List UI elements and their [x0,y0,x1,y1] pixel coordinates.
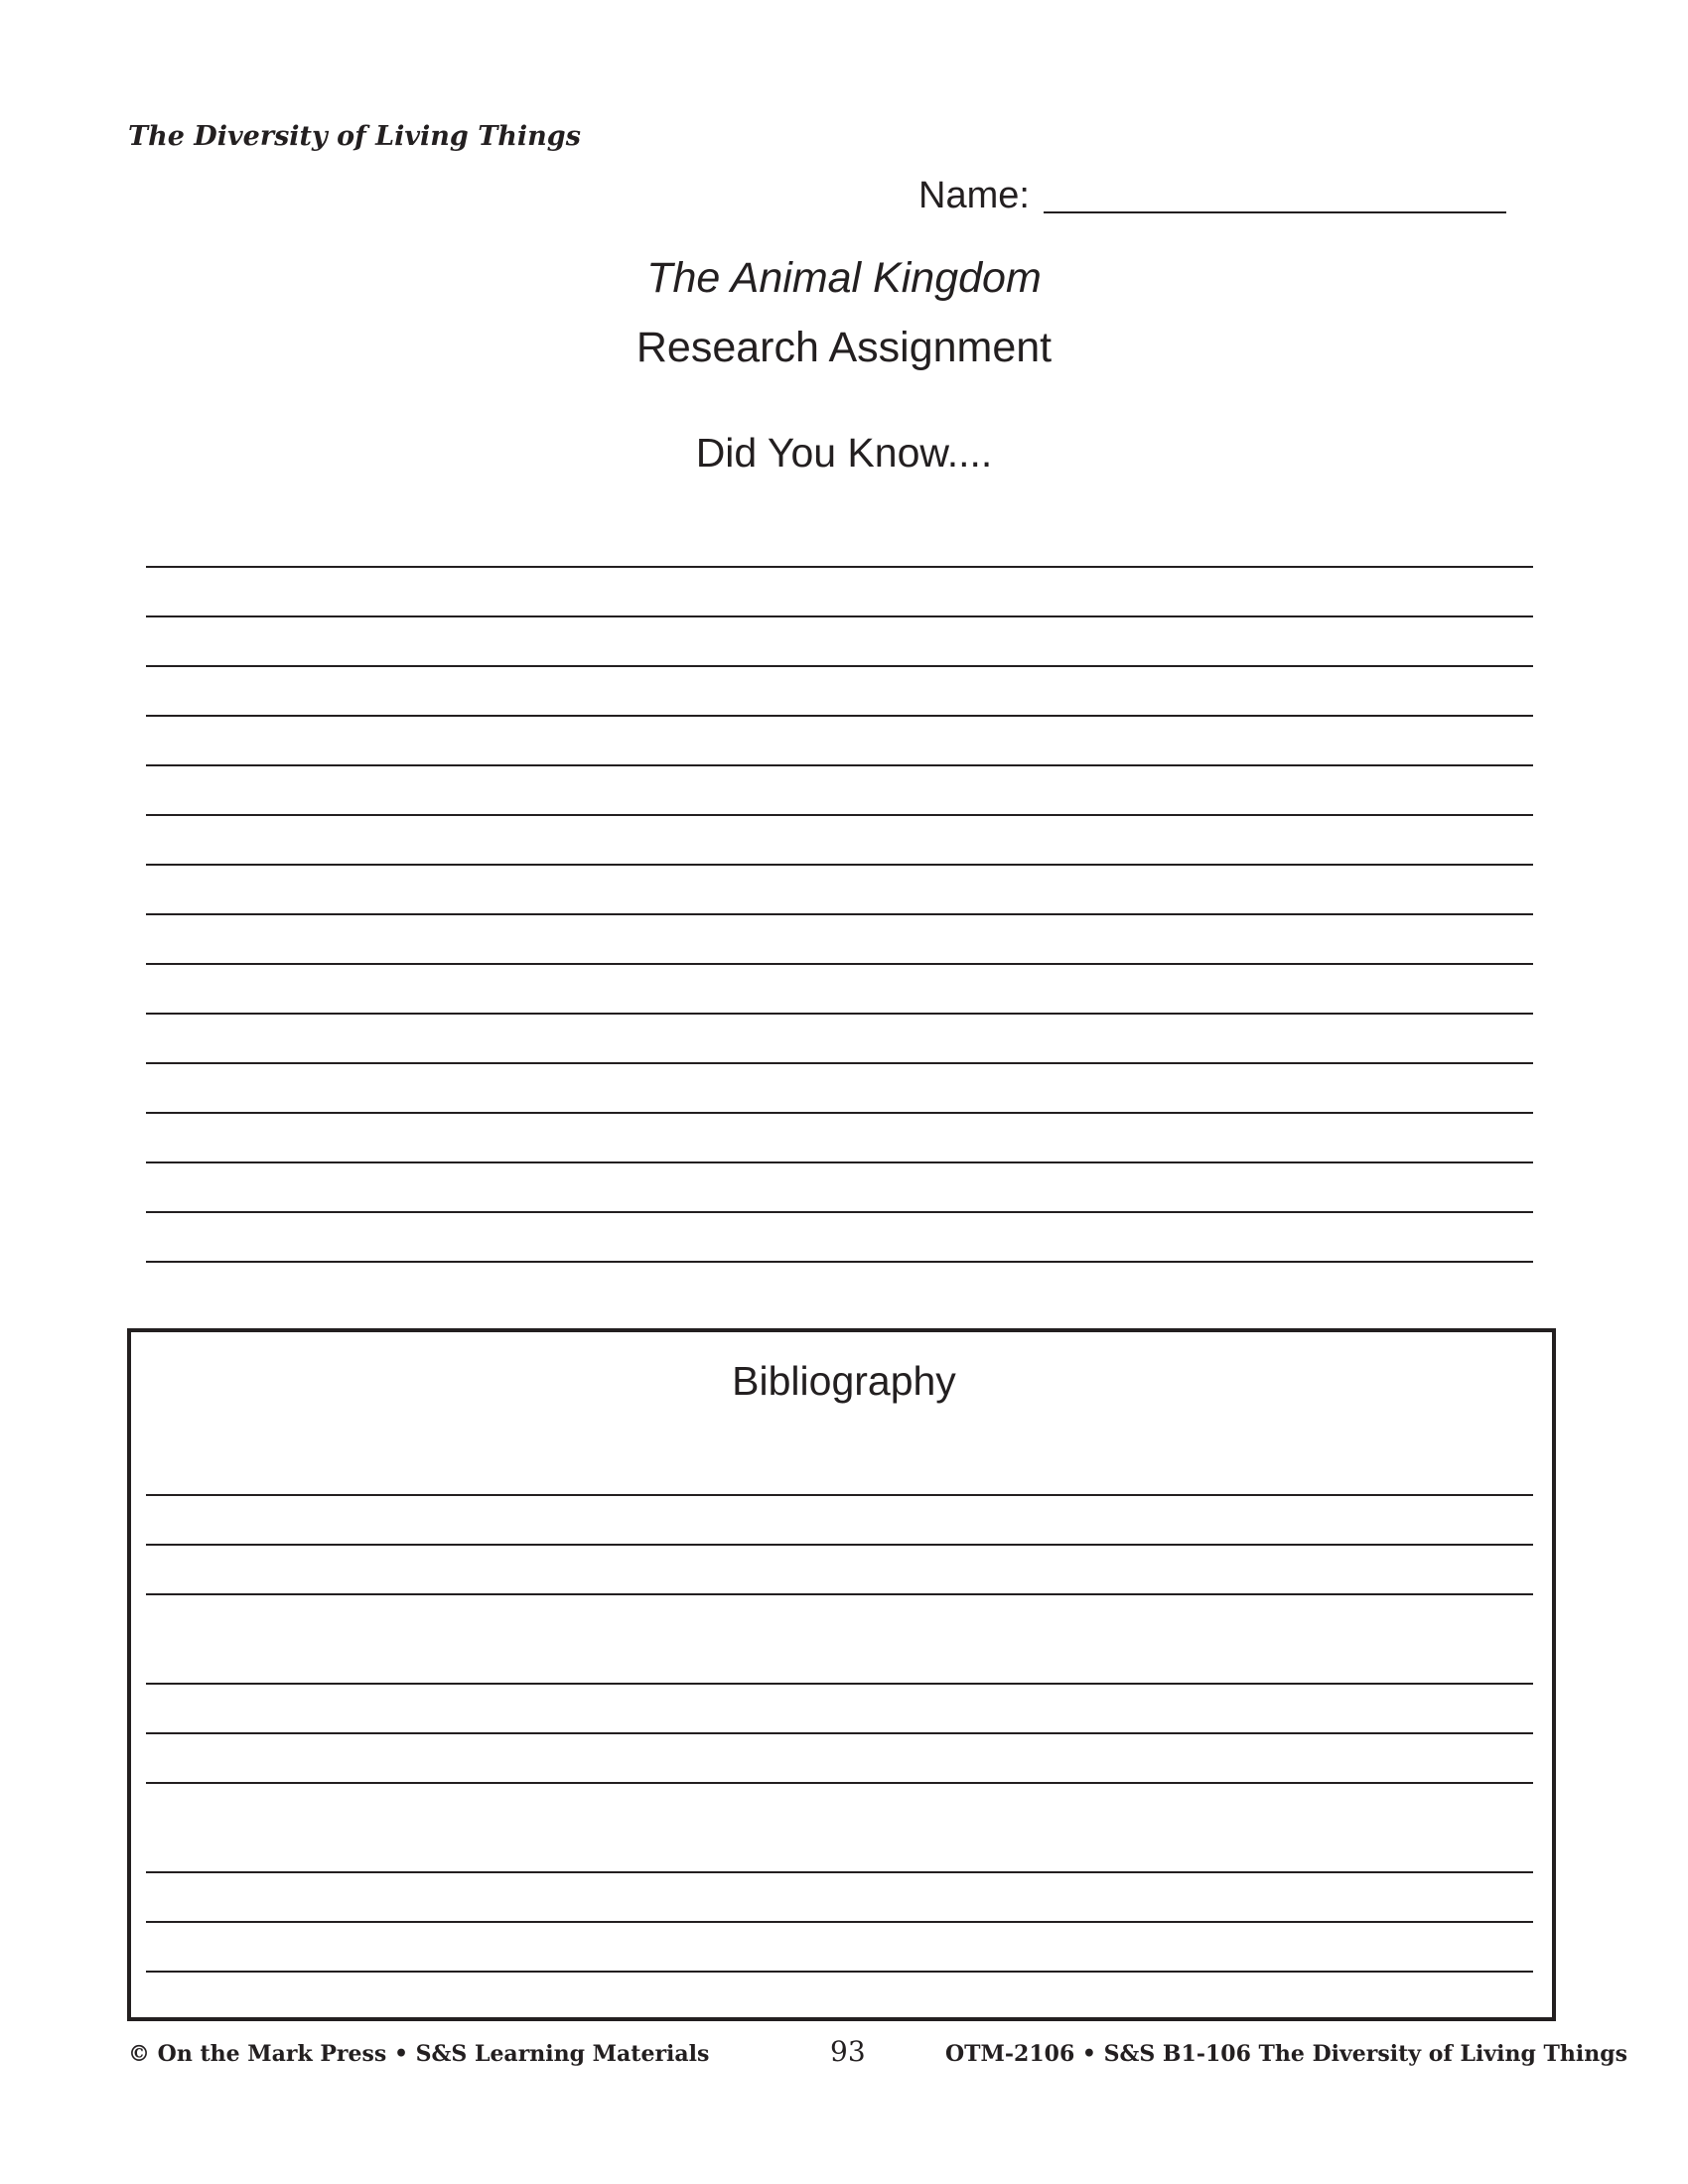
name-label: Name: [918,175,1030,216]
bibliography-line[interactable] [146,1921,1533,1923]
writing-line[interactable] [146,1062,1533,1064]
bibliography-line[interactable] [146,1732,1533,1734]
bibliography-line[interactable] [146,1971,1533,1973]
writing-line[interactable] [146,566,1533,568]
writing-line[interactable] [146,715,1533,717]
writing-line[interactable] [146,864,1533,866]
bibliography-line[interactable] [146,1544,1533,1546]
bibliography-line[interactable] [146,1494,1533,1496]
name-blank-line[interactable] [1044,211,1506,213]
writing-line[interactable] [146,764,1533,766]
bibliography-line[interactable] [146,1782,1533,1784]
writing-line[interactable] [146,1013,1533,1015]
bibliography-line[interactable] [146,1593,1533,1595]
writing-line[interactable] [146,1161,1533,1163]
writing-line[interactable] [146,1112,1533,1114]
writing-line[interactable] [146,615,1533,617]
bibliography-line[interactable] [146,1871,1533,1873]
writing-line[interactable] [146,913,1533,915]
writing-line[interactable] [146,963,1533,965]
running-head-title: The Diversity of Living Things [128,121,581,152]
writing-line[interactable] [146,1211,1533,1213]
bibliography-line[interactable] [146,1683,1533,1685]
footer-book-code: OTM-2106 • S&S B1-106 The Diversity of Living Things [945,2041,1628,2067]
writing-line[interactable] [146,814,1533,816]
page-number: 93 [830,2035,866,2068]
page-subtitle: Research Assignment [635,324,1053,371]
writing-line[interactable] [146,1261,1533,1263]
did-you-know-heading: Did You Know.... [695,430,993,476]
name-field[interactable] [918,175,1506,217]
bibliography-heading: Bibliography [732,1358,956,1404]
writing-line[interactable] [146,665,1533,667]
footer-publisher: © On the Mark Press • S&S Learning Materials [128,2041,710,2067]
bibliography-box [127,1328,1556,2021]
page-title: The Animal Kingdom [646,254,1042,302]
